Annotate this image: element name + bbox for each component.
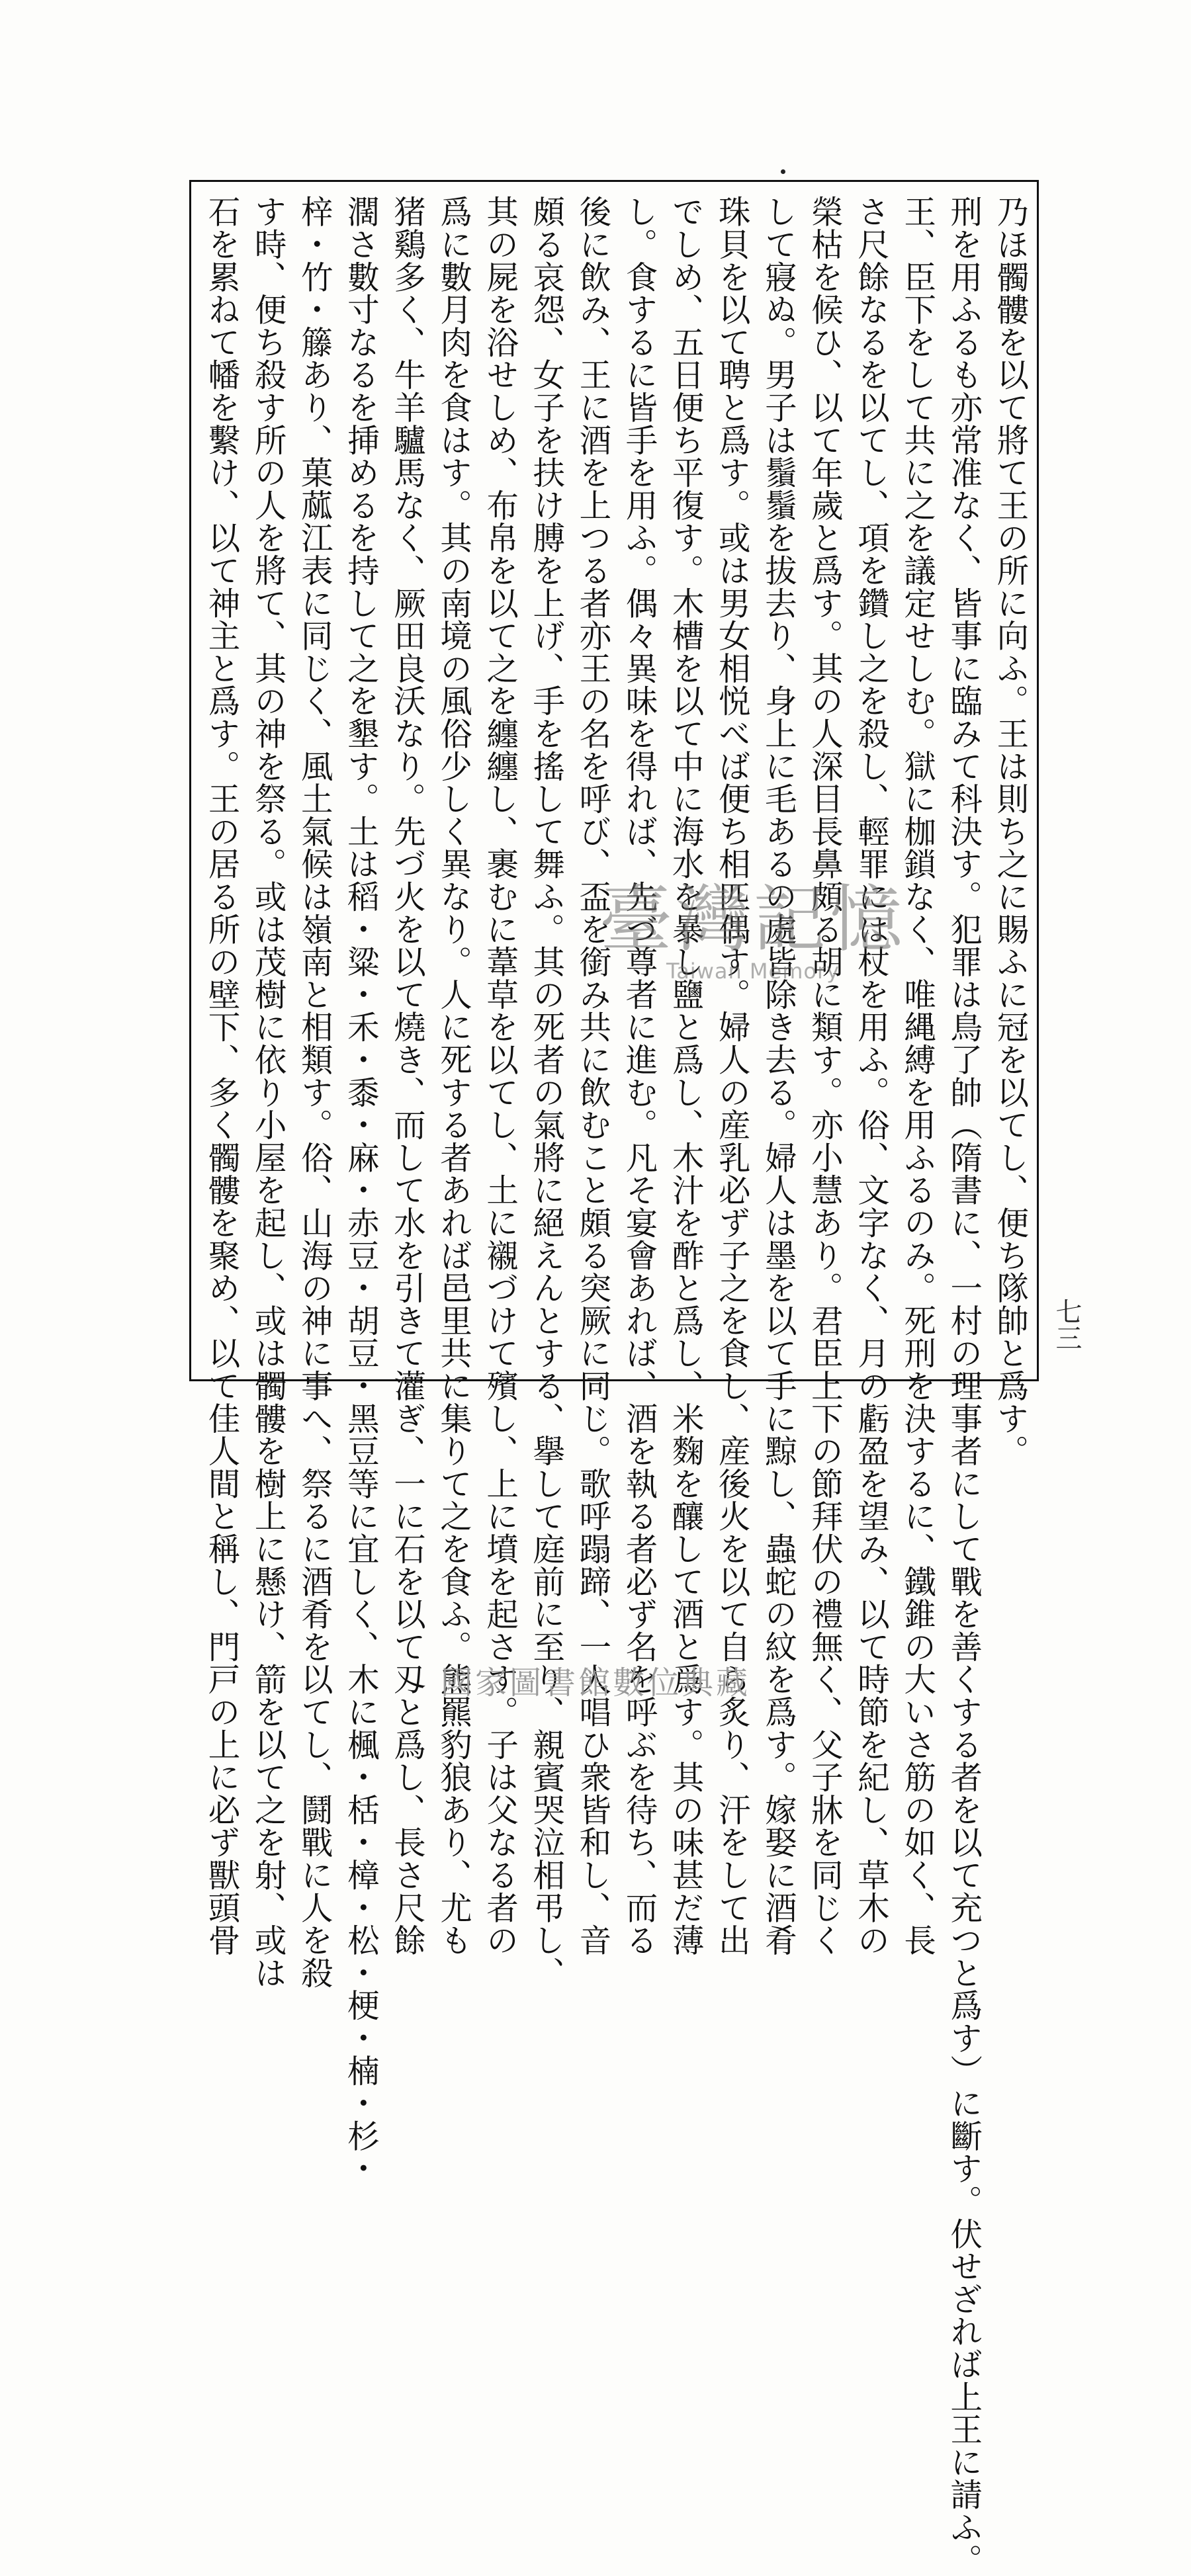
text-column: 猪鷄多く、牛羊驢馬なく、厥田良沃なり。先づ火を以て燒き、而して水を引きて灌ぎ、一に石を以て刄と爲し、長さ尺餘 xyxy=(388,195,425,1957)
text-column: 濶さ數寸なるを挿めるを持して之を墾す。土は稻・粱・禾・黍・麻・赤豆・胡豆・黑豆等に宜しく、木に楓・栝・樟・松・梗・楠・杉・ xyxy=(341,195,379,2185)
text-column: 榮枯を候ひ、以て年歲と爲す。其の人深目長鼻頗る胡に類す。亦小慧あり。君臣上下の節拜伏の禮無く、父子牀を同じく xyxy=(805,195,843,1957)
text-column: 石を累ねて幡を繫け、以て神主と爲す。王の居る所の壁下、多く髑髏を聚め、以て佳人間と稱し、門戸の上に必ず獸頭骨 xyxy=(202,195,240,1957)
text-column: 梓・竹・籐あり、菓蓏江表に同じく、風土氣候は嶺南と相類す。俗、山海の神に事へ、祭るに酒肴を以てし、鬪戰に人を殺 xyxy=(295,195,333,1989)
text-column: す時、便ち殺す所の人を將て、其の神を祭る。或は茂樹に依り小屋を起し、或は髑髏を樹上に懸け、箭を以て之を射、或は xyxy=(249,195,287,1989)
text-column: 其の屍を浴せしめ、布帛を以て之を纏纏し、裹むに葦草を以てし、土に襯づけて殯し、上に墳を起さす。子は父なる者の xyxy=(480,195,518,1957)
text-column: 乃ほ髑髏を以て將て王の所に向ふ。王は則ち之に賜ふに冠を以てし、便ち隊帥と爲す。 xyxy=(991,195,1028,1467)
page-number: 七三 xyxy=(1051,1298,1082,1351)
ink-dot xyxy=(781,169,785,174)
text-column: 頗る哀怨、女子を扶け膊を上げ、手を搖して舞ふ。其の死者の氣將に絕えんとする、擧して庭前に至り、親賓哭泣相弔し、 xyxy=(527,195,564,1989)
text-column: 刑を用ふるも亦常准なく、皆事に臨みて科決す。犯罪は鳥了帥（隋書に、一村の理事者にして戰を善くする者を以て充つと爲す）に斷す。伏せざれば上王に請ふ。 xyxy=(944,195,982,2576)
text-column: 珠貝を以て聘と爲す。或は男女相悦べば便ち相匹偶す。婦人の産乳必ず子之を食し、産後火を以て自ら炙り、汗をして出 xyxy=(713,195,750,1957)
text-column: でしめ、五日便ち平復す。木槽を以て中に海水を暴し鹽と爲し、木汁を酢と爲し、米麴を釀して酒と爲す。其の味甚だ薄 xyxy=(666,195,704,1957)
text-column: して寢ぬ。男子は鬚鬚を拔去り、身上に毛あるの處皆除き去る。婦人は墨を以て手に黥し、蟲蛇の紋を爲す。嫁娶に酒肴 xyxy=(759,195,797,1957)
text-column: さ尺餘なるを以てし、項を鑽し之を殺し、輕罪には杖を用ふ。俗、文字なく、月の虧盈を望み、以て時節を紀し、草木の xyxy=(852,195,889,1957)
text-column: 爲に數月肉を食はす。其の南境の風俗少しく異なり。人に死する者あれば邑里共に集りて之を食ふ。熊羆豹狼あり、尤も xyxy=(434,195,472,1957)
footer-caption: 國家圖書館數位典藏 xyxy=(440,1664,750,1701)
text-column: し。食するに皆手を用ふ。偶々異味を得れば、先づ尊者に進む。凡そ宴會あれば、酒を執る者必ず名を呼ぶを待ち、而る xyxy=(619,195,657,1957)
text-column: 後に飲み、王に酒を上つる者亦王の名を呼び、盃を銜み共に飲むこと頗る突厥に同じ。歌呼蹋蹄、一人唱ひ衆皆和し、音 xyxy=(573,195,611,1957)
text-column: 王、臣下をして共に之を議定せしむ。獄に枷鎖なく、唯縄縛を用ふるのみ。死刑を決するに、鐵錐の大いさ筋の如く、長 xyxy=(898,195,936,1957)
watermark-subtitle: Taiwan Memory xyxy=(666,959,840,984)
watermark xyxy=(594,877,912,984)
watermark-title: 臺灣記憶 xyxy=(599,877,906,962)
